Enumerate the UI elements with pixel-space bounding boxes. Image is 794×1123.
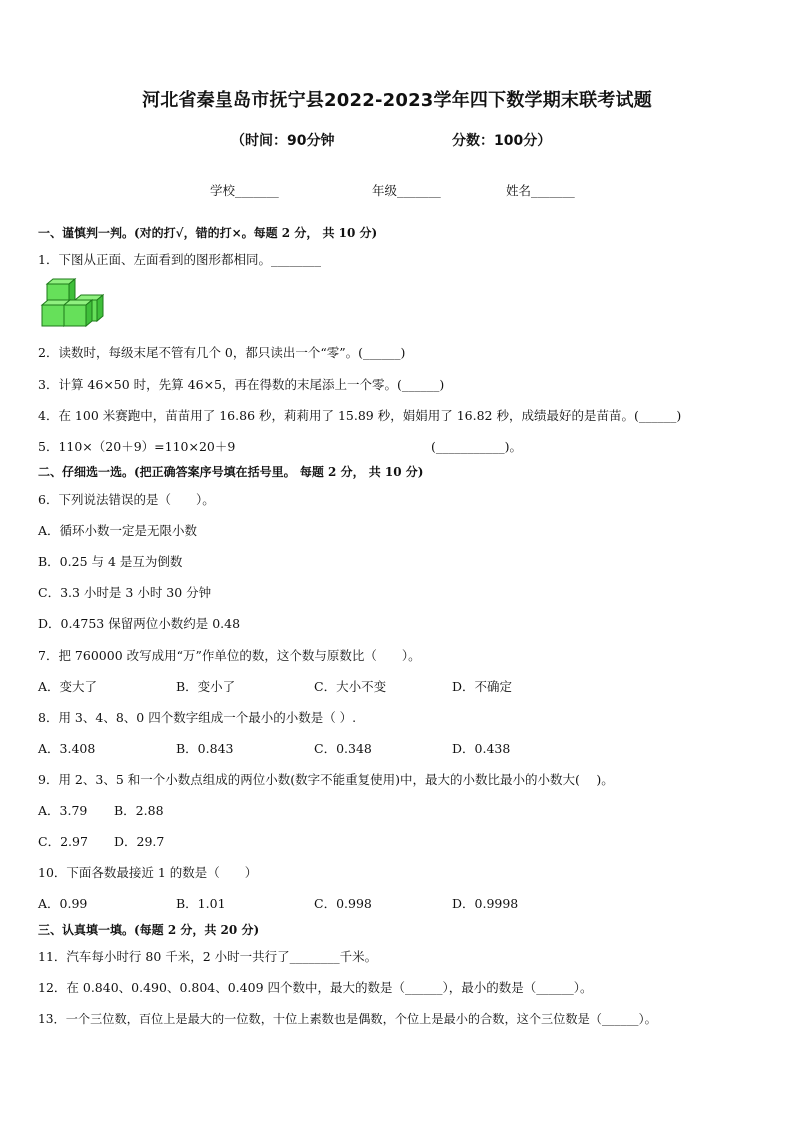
question-8: 8．用 3、4、8、0 四个数字组成一个最小的小数是（ ）. (38, 710, 357, 725)
question-9-option-d: D．29.7 (114, 834, 165, 849)
question-8-option-d: D．0.438 (452, 741, 511, 756)
question-12: 12．在 0.840、0.490、0.804、0.409 四个数中，最大的数是（______），最小的数是（______）。 (38, 980, 593, 995)
question-7-option-a: A．变大了 (38, 679, 98, 694)
question-8-option-a: A．3.408 (38, 741, 96, 756)
question-2: 2．读数时，每级末尾不管有几个 0，都只读出一个“零”。(______) (38, 345, 406, 360)
question-7-option-b: B．变小了 (176, 679, 236, 694)
question-9-option-c: C．2.97 (38, 834, 88, 849)
question-9-option-b: B．2.88 (114, 803, 164, 818)
question-10-option-c: C．0.998 (314, 896, 372, 911)
question-6: 6．下列说法错误的是（ ）。 (38, 492, 215, 507)
question-6-option-b: B．0.25 与 4 是互为倒数 (38, 554, 183, 569)
grade-field: 年级_______ (372, 183, 441, 198)
question-6-option-a: A．循环小数一定是无限小数 (38, 523, 198, 538)
section-3-heading: 三、认真填一填。(每题 2 分，共 20 分) (38, 923, 260, 937)
question-8-option-c: C．0.348 (314, 741, 372, 756)
question-10: 10．下面各数最接近 1 的数是（ ） (38, 865, 258, 880)
exam-title: 河北省秦皇岛市抚宁县2022-2023学年四下数学期末联考试题 (142, 90, 652, 111)
question-10-option-d: D．0.9998 (452, 896, 519, 911)
question-5: 5．110×（20＋9）=110×20＋9 (38, 439, 236, 454)
question-10-option-a: A．0.99 (38, 896, 88, 911)
name-field: 姓名_______ (506, 183, 575, 198)
section-1-heading: 一、谨慎判一判。(对的打√，错的打×。每题 2 分， 共 10 分) (38, 226, 378, 240)
exam-score: 分数：100分） (452, 133, 552, 149)
question-7-option-d: D．不确定 (452, 679, 513, 694)
question-6-option-d: D．0.4753 保留两位小数约是 0.48 (38, 616, 241, 631)
question-10-option-b: B．1.01 (176, 896, 226, 911)
question-9-option-a: A．3.79 (38, 803, 88, 818)
section-2-heading: 二、仔细选一选。(把正确答案序号填在括号里。 每题 2 分， 共 10 分) (38, 465, 424, 479)
question-11: 11．汽车每小时行 80 千米，2 小时一共行了________千米。 (38, 949, 378, 964)
exam-time: （时间：90分钟 (231, 133, 335, 149)
question-8-option-b: B．0.843 (176, 741, 234, 756)
question-9: 9．用 2、3、5 和一个小数点组成的两位小数(数字不能重复使用)中，最大的小数比最小的小数大( )。 (38, 772, 614, 787)
question-6-option-c: C．3.3 小时是 3 小时 30 分钟 (38, 585, 212, 600)
question-7: 7．把 760000 改写成用“万”作单位的数，这个数与原数比（ ）。 (38, 648, 421, 663)
question-5-blank: (___________)。 (431, 439, 523, 454)
question-7-option-c: C．大小不变 (314, 679, 387, 694)
question-3: 3．计算 46×50 时，先算 46×5，再在得数的末尾添上一个零。(______) (38, 377, 445, 392)
cubes-figure (40, 278, 104, 332)
school-field: 学校_______ (210, 183, 279, 198)
question-1: 1．下图从正面、左面看到的图形都相同。________ (38, 252, 321, 267)
question-4: 4．在 100 米赛跑中，苗苗用了 16.86 秒，莉莉用了 15.89 秒，娟娟用了 16.82 秒，成绩最好的是苗苗。(______) (38, 408, 682, 423)
question-13: 13．一个三位数，百位上是最大的一位数，十位上素数也是偶数，个位上是最小的合数，这个三位数是（______）。 (38, 1012, 657, 1026)
